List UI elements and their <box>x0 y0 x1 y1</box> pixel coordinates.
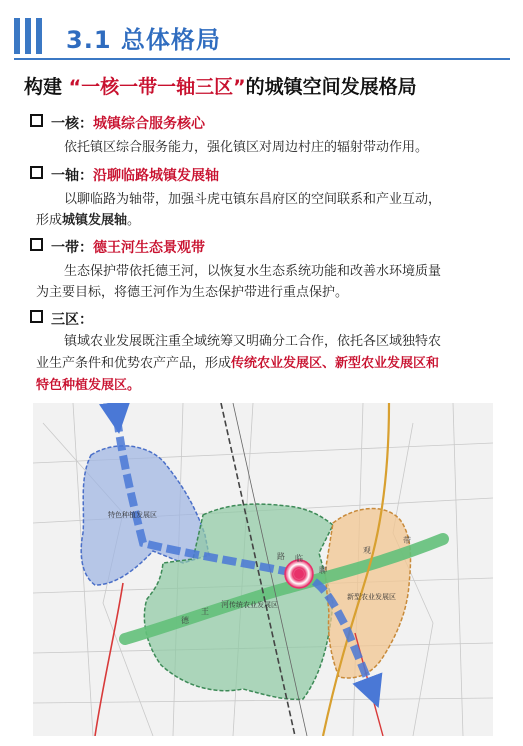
checkbox-square-icon <box>30 166 43 179</box>
river-label-char: 王 <box>201 607 209 616</box>
section-label: 一核： <box>51 116 93 132</box>
checkbox-square-icon <box>30 238 43 251</box>
spatial-structure-map <box>33 403 493 736</box>
zones-text-highlight-end: 特色种植发展区。 <box>36 378 141 393</box>
page-title: 3.1 总体格局 <box>66 26 221 54</box>
header-underline <box>14 58 510 60</box>
section-zones-text-line1: 镇域农业发展既注重全域统筹又明确分工合作，依托各区域独特农 <box>64 334 442 349</box>
section-axis-heading <box>30 165 219 185</box>
river-label-char: 河 <box>221 600 229 609</box>
section-belt-text-line1: 生态保护带依托德王河，以恢复水生态系统功能和改善水环境质量 <box>64 264 442 279</box>
section-label: 一轴： <box>51 168 93 184</box>
section-core-heading <box>30 113 205 133</box>
zone-label-specialty: 特色种植发展区 <box>108 511 157 519</box>
section-zones-text-line3 <box>36 375 140 396</box>
section-title: 城镇综合服务核心 <box>93 116 205 132</box>
belt-label-char: 带 <box>403 536 411 545</box>
checkbox-square-icon <box>30 114 43 127</box>
section-title: 德王河生态景观带 <box>93 240 205 256</box>
axis-text-bold: 城镇发展轴 <box>62 213 128 228</box>
subtitle-prefix: 构建 <box>24 76 69 98</box>
section-axis-text-line1: 以聊临路为轴带，加强斗虎屯镇东昌府区的空间联系和产业互动， <box>64 192 442 207</box>
zone-label-new: 新型农业发展区 <box>347 593 396 601</box>
zones-text-highlight: 传统农业发展区、新型农业发展区和 <box>231 356 440 371</box>
subtitle-highlight: “一核一带一轴三区” <box>68 76 246 98</box>
section-axis-text-line2 <box>36 210 140 231</box>
page-subtitle <box>24 72 417 99</box>
road-label-char: 聊 <box>319 566 327 575</box>
section-title: 沿聊临路城镇发展轴 <box>93 168 219 184</box>
town-core-marker <box>285 560 313 588</box>
section-core-text: 依托镇区综合服务能力，强化镇区对周边村庄的辐射带动作用。 <box>64 140 429 155</box>
checkbox-square-icon <box>30 310 43 323</box>
belt-label-char: 观 <box>363 546 371 555</box>
section-label: 一带： <box>51 240 93 256</box>
page-header <box>0 0 523 66</box>
road-label-char: 路 <box>277 552 285 561</box>
section-label: 三区： <box>51 312 93 328</box>
zone-label-traditional: 传统农业发展区 <box>229 601 278 609</box>
axis-text-suffix: 。 <box>127 213 141 228</box>
river-label-char: 德 <box>181 616 189 625</box>
section-zones-heading <box>30 309 93 329</box>
section-belt-text-line2: 为主要目标，将德王河作为生态保护带进行重点保护。 <box>36 285 349 300</box>
zones-text-prefix: 业生产条件和优势农产产品，形成 <box>36 356 232 371</box>
axis-text-prefix: 形成 <box>36 213 63 228</box>
section-belt-heading <box>30 237 205 257</box>
section-zones-text-line2 <box>36 353 439 374</box>
road-label-char: 临 <box>295 554 303 563</box>
subtitle-suffix: 的城镇空间发展格局 <box>245 76 417 98</box>
